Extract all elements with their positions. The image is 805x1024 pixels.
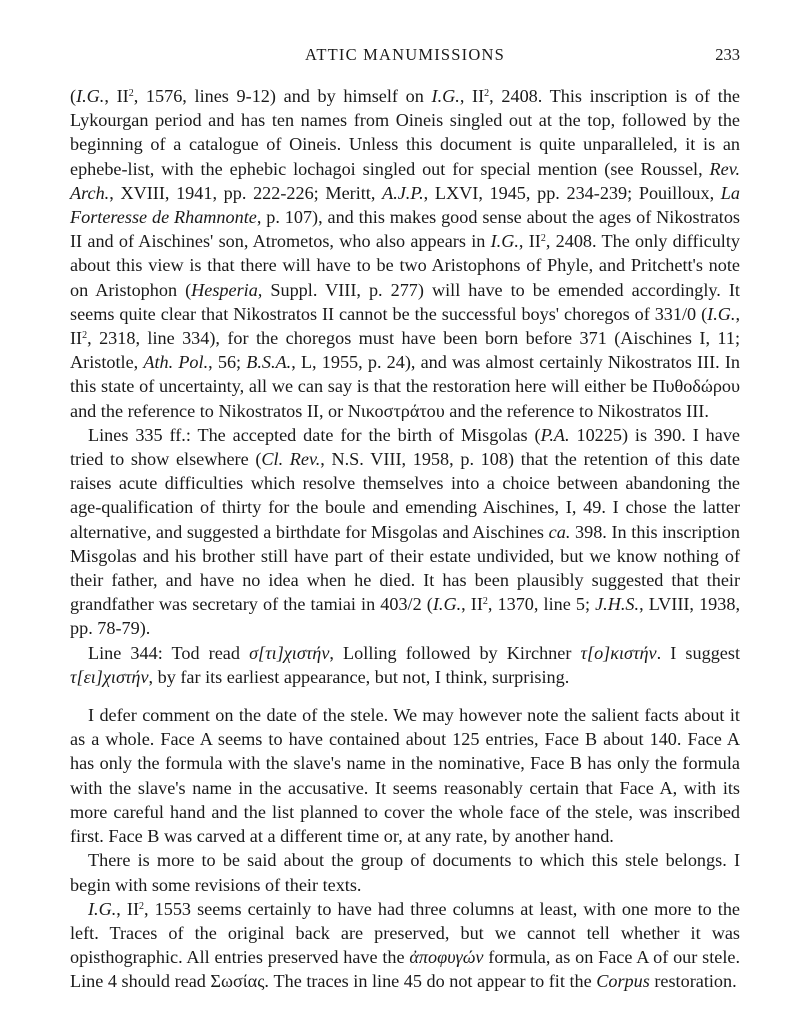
italic-text: ἀποφυγών (409, 947, 484, 968)
text-run: , N.S. VIII, 1958, p. 108) that the retention of this date raises acute difficulties which resolve themselves into a choice between abandoning the age-qualification of thirty for the boule and emending Aischines, I, 49. I chose the latter alternative, and suggested a birthdate for Misgolas and Aischines (70, 449, 740, 542)
italic-text: Hesperia, (191, 279, 263, 300)
italic-text: I.G. (490, 231, 519, 252)
text-run: formula, as on Face A of our stele. Line 4 should read Σωσίας. The traces in line 45 do not appear to fit the (70, 947, 741, 992)
paragraph (70, 641, 740, 689)
italic-text: La Forteresse de Rhamnonte (70, 182, 740, 228)
text-run: , II (70, 303, 740, 349)
text-run: Line 344: Tod read (88, 642, 250, 663)
italic-text: I.G. (707, 303, 736, 324)
italic-text: P.A. (540, 424, 570, 445)
text-run: restoration. (649, 971, 737, 992)
superscript: 2 (128, 88, 134, 99)
italic-text: I.G. (76, 86, 105, 106)
italic-text: I.G. (431, 86, 460, 106)
text-run: ( (70, 86, 77, 106)
italic-text: I.G. (432, 594, 462, 615)
paragraph (70, 703, 740, 848)
text-run: , by far its earliest appearance, but not, I think, surprising. (148, 666, 570, 687)
italic-text: A.J.P. (382, 182, 424, 203)
paragraph (70, 897, 740, 994)
text-run: 398. In this inscription Misgolas and his brother still have part of their estate undivided, but we know nothing of their father, and have no idea when he died. It has been plausibly suggested that their grandfather was secretary of the tamiai in 403/2 ( (70, 521, 740, 615)
italic-text: σ[τι]χιστήν (249, 642, 330, 663)
text-run: There is more to be said about the group of documents to which this stele belongs. I begin with some revisions of their texts. (70, 850, 740, 895)
text-run: , Lolling followed by Kirchner (329, 642, 581, 663)
text-run: , II (116, 898, 140, 919)
text-run: , LXVI, 1945, pp. 234-239; Pouilloux, (423, 182, 721, 203)
text-run: Suppl. VIII, p. 277) will have to be emended accordingly. It seems quite clear that Nikostratos II cannot be the successful boys' choregos of 331/0 ( (70, 279, 740, 324)
text-run: , L, 1955, p. 24), and was almost certainly Nikostratos III. In this state of uncertainty, all we can say is that the restoration here will either be Πυθοδώρου and the reference to Nikostratos II, or Νικοστράτου and the reference to Nikostratos III. (70, 352, 740, 421)
text-run: 10225) is 390. I have tried to show elsewhere ( (70, 424, 741, 470)
superscript: 2 (482, 596, 488, 608)
text-run: I defer comment on the date of the stele. We may however note the salient facts about it as a whole. Face A seems to have contained about 125 entries, Face B about 140. Face A has only the formula with the slave's name in the nominative, Face B has only the formula with the slave's name in the accusative. It seems reasonably certain that Face A, with its more careful hand and the list planned to cover the whole face of the stele, was inscribed first. Face B was carved at a different time or, at any rate, by another hand. (70, 705, 740, 847)
text-run: Lines 335 ff.: The accepted date for the birth of Misgolas ( (88, 424, 541, 445)
running-title: ATTIC MANUMISSIONS (305, 45, 505, 64)
text-run: , 1370, line 5; (487, 594, 596, 615)
paragraph (70, 848, 740, 896)
text-run: , 2408. The only difficulty about this view is that there will have to be two Aristophons of Phyle, and Pritchett's note on Aristophon ( (70, 231, 740, 300)
italic-text: ca. (548, 521, 571, 542)
text-run: , 1576, lines 9-12) and by himself on (133, 86, 432, 106)
text-run: . I suggest (656, 642, 740, 663)
italic-text: Corpus (596, 971, 650, 992)
italic-text: B.S.A. (246, 352, 292, 373)
text-run: , II (461, 594, 483, 615)
page-number: 233 (715, 45, 740, 64)
text-run: , II (104, 86, 129, 106)
paragraph (70, 423, 740, 641)
italic-text: Ath. Pol. (143, 352, 209, 373)
text-run: , 2318, line 334), for the choregos must have been born before 371 (Aischines I, 11; Aristotle, (70, 328, 740, 373)
italic-text: I.G. (88, 898, 117, 919)
text-run: , p. 107), and this makes good sense about the ages of Nikostratos II and of Aischines' son, Atrometos, who also appears in (70, 207, 740, 252)
italic-text: Cl. Rev. (261, 449, 321, 470)
italic-text: Rev. Arch. (70, 158, 740, 203)
italic-text: τ[ο]κιστήν (580, 642, 657, 663)
text-run: , II (459, 86, 485, 106)
text-run: , XVIII, 1941, pp. 222-226; Meritt, (109, 182, 383, 203)
paragraph (70, 84, 740, 423)
superscript: 2 (540, 233, 546, 245)
text-run: , 56; (208, 352, 247, 373)
italic-text: τ[ει]χιστήν (70, 666, 149, 687)
text-run: , 1553 seems certainly to have had three columns at least, with one more to the left. Traces of the original back are preserved, but we cannot tell whether it was opisthographic. All entries preserved have the (70, 898, 740, 968)
text-run: , LVIII, 1938, pp. 78-79). (70, 594, 740, 639)
text-run: , II (518, 231, 541, 252)
superscript: 2 (139, 900, 145, 912)
italic-text: J.H.S. (595, 594, 640, 615)
body-text (70, 84, 740, 994)
superscript: 2 (484, 88, 490, 99)
superscript: 2 (82, 330, 88, 342)
text-run: , 2408. This inscription is of the Lykourgan period and has ten names from Oineis singled out at the top, followed by the beginning of a catalogue of Oineis. Unless this document is quite unparalleled, it is an ephebe-list, with the ephebic lochagoi singled out for special mention (see Roussel, (70, 86, 740, 179)
running-head (70, 45, 740, 67)
